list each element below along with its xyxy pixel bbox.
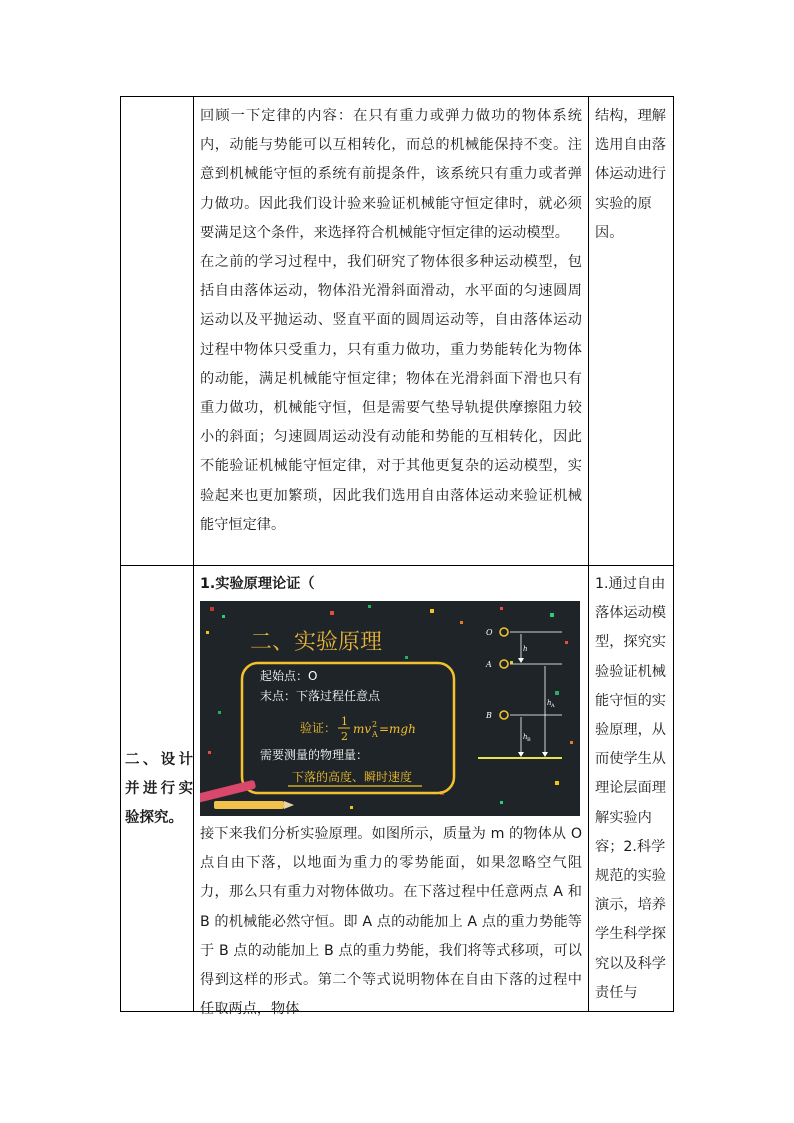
start-point-text: 起始点：O	[260, 669, 318, 683]
slide-graphic	[200, 601, 580, 816]
row2-section-cell	[121, 565, 193, 1013]
paragraph-principle-analysis: 接下来我们分析实验原理。如图所示，质量为 m 的物体从 O 点自由下落，以地面为重力的零势能面，如果忽略空气阻力，那么只有重力对物体做功。在下落过程中任意两点 A 和 B 的机械能必然守恒。即 A 点的动能加上 A 点的重力势能等于 B 点的动能加上 B 点的重力势能，我们将等式移项，可以得到这样的形式。第二个等式说明物体在自由下落的过程中任取两点，物体	[200, 826, 582, 1018]
end-point-text: 末点：下落过程任意点	[260, 689, 381, 703]
chalk-pencil-decoration	[200, 780, 294, 809]
formula-subscript: A	[372, 730, 378, 739]
ball-b	[500, 711, 508, 719]
row-divider	[121, 565, 673, 566]
slide-title: 二、实验原理	[250, 630, 383, 655]
measure-label: 需要测量的物理量：	[260, 748, 369, 762]
row2-goal-text: 1.通过自由落体运动模型，探究实验验证机械能守恒的实验原理，从而使学生从理论层面理解实验内容；2.科学规范的实验演示，培养学生科学探究以及科学责任与	[595, 576, 666, 1001]
height-ha-subscript: A	[551, 703, 555, 709]
verify-label: 验证：	[300, 721, 337, 735]
row2-goal-cell	[595, 570, 675, 1008]
paragraph-law-review: 回顾一下定律的内容：在只有重力或弹力做功的物体系统内，动能与势能可以互相转化，而总的机械能保持不变。注意到机械能守恒的系统有前提条件，该系统只有重力或者弹力做功。因此我们设计验来验证机械能守恒定律时，就必须要满足这个条件，来选择符合机械能守恒定律的运动模型。	[200, 108, 582, 241]
height-hb-label: h	[523, 733, 528, 741]
formula-superscript: 2	[372, 720, 378, 729]
formula-half-numerator: 1	[341, 715, 348, 728]
point-a-label: A	[486, 660, 492, 669]
formula-rhs: =mgh	[379, 722, 416, 736]
row1-content-cell	[200, 102, 582, 540]
measure-value: 下落的高度、瞬时速度	[292, 770, 413, 784]
lesson-table	[120, 96, 674, 1018]
free-fall-diagram	[478, 628, 562, 758]
point-o-label: O	[486, 628, 493, 637]
paragraph-motion-models: 在之前的学习过程中，我们研究了物体很多种运动模型，包括自由落体运动，物体沿光滑斜面滑动，水平面的匀速圆周运动以及平抛运动、竖直平面的圆周运动等，自由落体运动过程中物体只受重力，只有重力做功，重力势能转化为物体的动能，满足机械能守恒定律；物体在光滑斜面下滑也只有重力做功，机械能守恒，但是需要气垫导轨提供摩擦阻力较小的斜面；匀速圆周运动没有动能和势能的互相转化，因此不能验证机械能守恒定律，对于其他更复杂的运动模型，实验起来也更加繁琐，因此我们选用自由落体运动来验证机械能守恒定律。	[200, 254, 582, 533]
column-divider	[193, 97, 194, 1011]
column-divider	[588, 97, 589, 1011]
ball-o	[500, 628, 508, 636]
height-ha-label: h	[547, 699, 552, 707]
formula-body: mv	[353, 722, 372, 736]
formula-half-denominator: 2	[341, 730, 348, 743]
ball-a	[500, 660, 508, 668]
row2-content-cell	[200, 570, 582, 1024]
subsection-heading: 1.实验原理论证（	[200, 576, 315, 592]
experiment-principle-slide	[200, 601, 580, 816]
section-title: 二、设计并进行实验探究。	[125, 751, 193, 826]
row1-goal-text: 结构，理解选用自由落体运动进行实验的原因。	[595, 108, 666, 241]
point-b-label: B	[486, 711, 492, 720]
height-h-label: h	[523, 645, 528, 653]
row1-goal-cell	[595, 102, 675, 248]
height-hb-subscript: B	[527, 737, 531, 743]
